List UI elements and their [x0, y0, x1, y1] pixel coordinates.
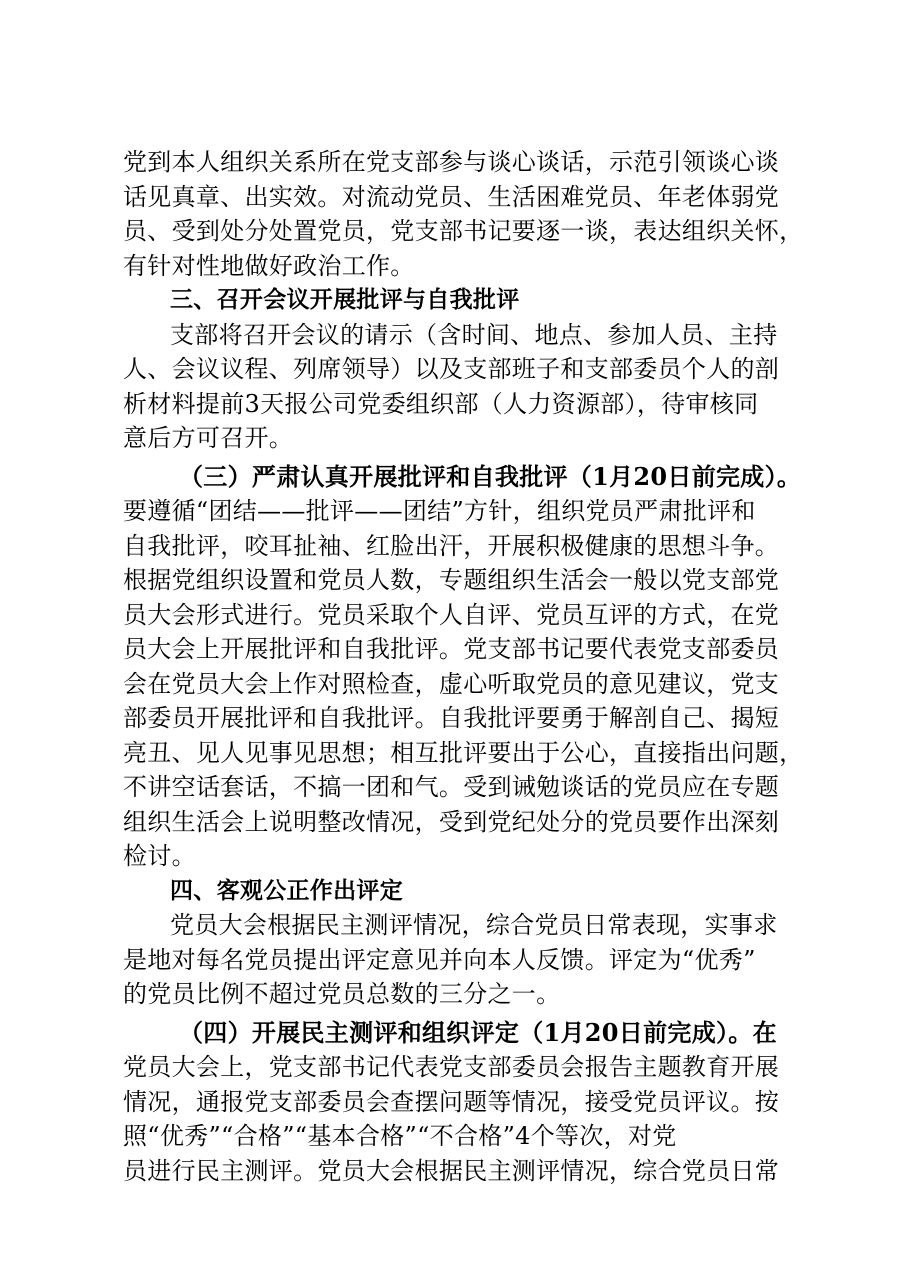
subsection-heading-3: （三）严肃认真开展批评和自我批评（1月20日前完成）。 — [179, 461, 802, 491]
text-line: 不讲空话套话，不搞一团和气。受到诫勉谈话的党员应在专题 — [123, 773, 780, 801]
text-line: 员进行民主测评。党员大会根据民主测评情况，综合党员日常 — [123, 1156, 780, 1185]
text-line: 组织生活会上说明整改情况，受到党纪处分的党员要作出深刻 — [123, 807, 780, 836]
text-line: 有针对性地做好政治工作。 — [123, 251, 415, 280]
text-line: 员大会形式进行。党员采取个人自评、党员互评的方式，在党 — [123, 600, 780, 629]
text-line: 员大会上开展批评和自我批评。党支部书记要代表党支部委员 — [123, 635, 780, 663]
text-line: 要遵循“团结——批评——团结”方针，组织党员严肃批评和 — [123, 497, 756, 525]
text-line: 是地对每名党员提出评定意见并向本人反馈。评定为“优秀” — [123, 945, 756, 974]
text-line: 部委员开展批评和自我批评。自我批评要勇于解剖自己、揭短 — [123, 704, 780, 732]
section-heading-3: 三、召开会议开展批评与自我批评 — [170, 287, 520, 313]
text-line: 党员大会根据民主测评情况，综合党员日常表现，实事求 — [170, 911, 778, 939]
text-line: 检讨。 — [123, 842, 196, 870]
text-line: 自我批评，咬耳扯袖、红脸出汗，开展积极健康的思想斗争。 — [123, 531, 780, 560]
text-line: 党到本人组织关系所在党支部参与谈心谈话，示范引领谈心谈 — [123, 148, 780, 176]
text-line: 析材料提前3天报公司党委组织部（人力资源部），待审核同 — [123, 389, 759, 418]
text-line: 会在党员大会上作对照检查，虚心听取党员的意见建议，党支 — [123, 669, 780, 698]
text-line: 的党员比例不超过党员总数的三分之一。 — [123, 980, 561, 1008]
text-line: 员、受到处分处置党员，党支部书记要逐一谈，表达组织关怀， — [123, 217, 804, 245]
text-line: 话见真章、出实效。对流动党员、生活困难党员、年老体弱党 — [123, 182, 780, 211]
text-line: 人、会议议程、列席领导）以及支部班子和支部委员个人的剖 — [123, 355, 780, 383]
text-line: 照“优秀”“合格”“基本合格”“不合格”4个等次，对党 — [123, 1122, 677, 1150]
text-line: 意后方可召开。 — [123, 424, 294, 452]
subsection-heading-4: （四）开展民主测评和组织评定（1月20日前完成）。在 — [179, 1017, 777, 1047]
text-line: 根据党组织设置和党员人数，专题组织生活会一般以党支部党 — [123, 566, 780, 594]
text-line: 党员大会上，党支部书记代表党支部委员会报告主题教育开展 — [123, 1053, 780, 1081]
text-line: 亮丑、见人见事见思想；相互批评要出于公心，直接指出问题， — [123, 738, 804, 767]
document-body — [123, 145, 803, 1188]
section-heading-4: 四、客观公正作出评定 — [170, 877, 403, 904]
text-line: 情况，通报党支部委员会查摆问题等情况，接受党员评议。按 — [123, 1087, 780, 1116]
text-line: 支部将召开会议的请示（含时间、地点、参加人员、主持 — [170, 320, 778, 349]
